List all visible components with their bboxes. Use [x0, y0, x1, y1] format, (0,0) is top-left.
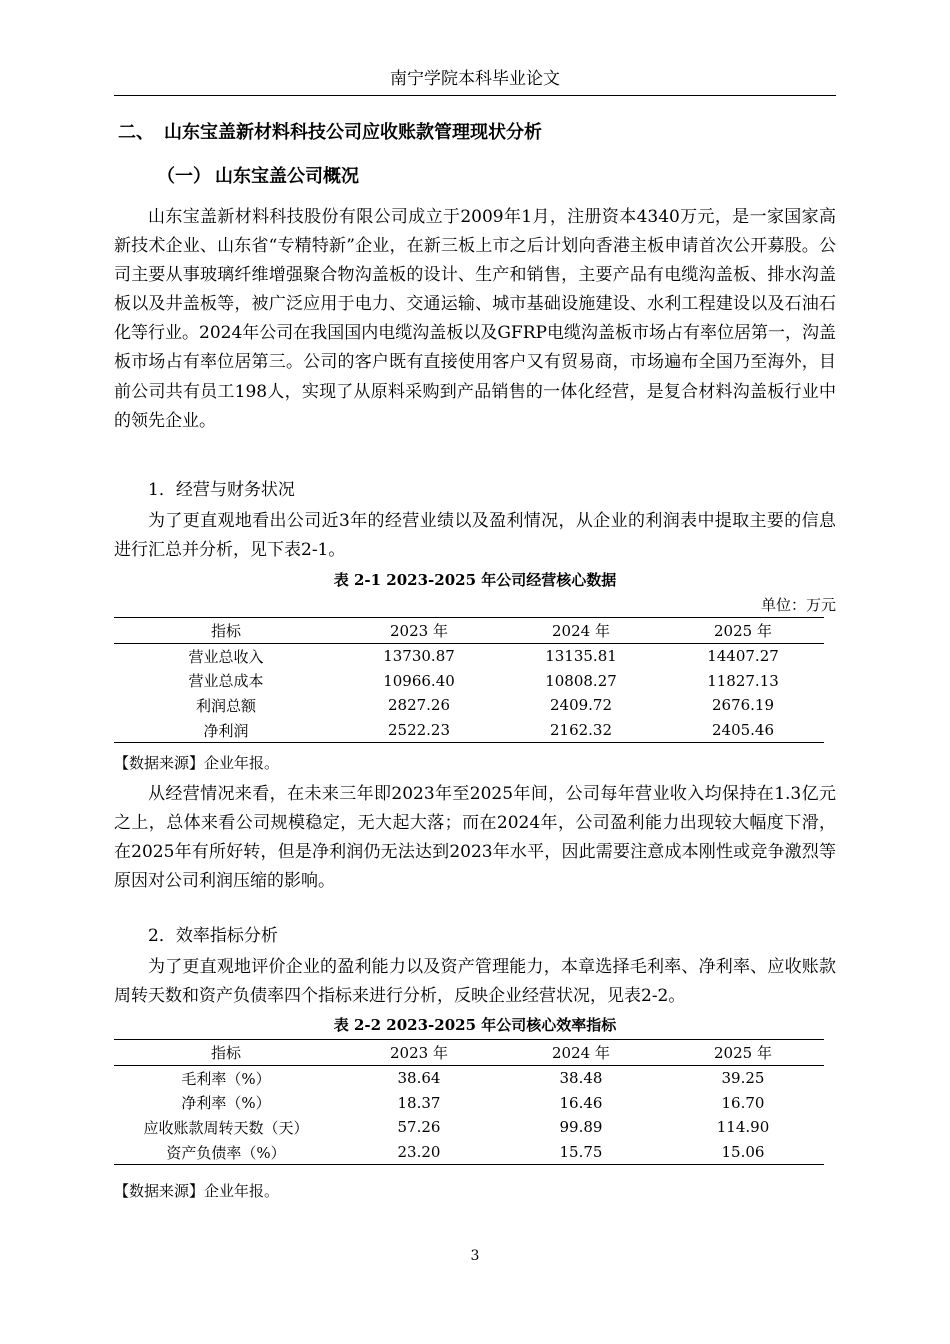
column-header: 2025 年 [662, 1040, 824, 1066]
column-header: 2024 年 [500, 618, 662, 644]
table-cell: 利润总额 [195, 696, 256, 715]
table-cell: 净利润 [114, 718, 338, 743]
column-header: 指标 [114, 618, 338, 644]
section-heading [118, 121, 542, 145]
table-cell: 57.26 [397, 1118, 441, 1137]
table-cell: 2827.26 [387, 696, 451, 715]
table-row [114, 718, 824, 743]
page-number: 3 [470, 1248, 480, 1264]
table-cell: 13730.87 [383, 647, 455, 666]
table-cell: 11827.13 [707, 671, 779, 690]
table-cell: 14407.27 [707, 647, 779, 666]
table-row [114, 643, 824, 668]
table1 [114, 617, 824, 743]
table-cell: 15.75 [500, 1140, 662, 1165]
table2-source-note: 【数据来源】企业年报。 [114, 1182, 280, 1200]
table-row [114, 1140, 824, 1165]
table2-intro-paragraph: 为了更直观地评价企业的盈利能力以及资产管理能力，本章选择毛利率、净利率、应收账款周转天数和资产负债率四个指标来进行分析，反映企业经营状况，见表2-2。 [114, 957, 836, 1007]
table-cell: 2405.46 [662, 718, 824, 743]
table-row [114, 1090, 824, 1115]
table-cell: 营业总收入 [188, 647, 264, 666]
header-divider [114, 95, 836, 96]
table-cell: 2522.23 [338, 718, 500, 743]
operations-analysis-paragraph: 从经营情况来看，在未来三年即2023年至2025年间，公司每年营业收入均保持在1.3亿元之上，总体来看公司规模稳定，无大起大落；而在2024年，公司盈利能力出现较大幅度下滑，在2025年有所好转，但是净利润仍无法达到2023年水平，因此需要注意成本刚性或竞争激烈等原因对公司利润压缩的影响。 [114, 784, 836, 892]
table-cell: 10808.27 [545, 671, 617, 690]
table2-caption: 表 2-2 2023-2025 年公司核心效率指标 [333, 1016, 617, 1034]
table-row [114, 668, 824, 693]
item-heading-operations: 1．经营与财务状况 [148, 480, 295, 500]
table-cell: 2409.72 [549, 696, 613, 715]
column-header: 2023 年 [338, 1040, 500, 1066]
table-cell: 38.64 [397, 1069, 441, 1088]
table-cell: 16.46 [559, 1093, 603, 1112]
table1-source-note: 【数据来源】企业年报。 [114, 754, 280, 772]
table-row [114, 693, 824, 718]
subsection-title: 山东宝盖公司概况 [215, 166, 359, 187]
column-header: 2025 年 [662, 618, 824, 644]
table-cell: 2676.19 [711, 696, 775, 715]
section-number: 二、 [118, 122, 154, 143]
table2 [114, 1039, 824, 1165]
column-header: 2023 年 [338, 618, 500, 644]
section-title: 山东宝盖新材料科技公司应收账款管理现状分析 [164, 122, 542, 143]
column-header: 指标 [114, 1040, 338, 1066]
subsection-heading [157, 165, 359, 189]
table1-unit: 单位：万元 [760, 596, 836, 614]
table1-intro-paragraph: 为了更直观地看出公司近3年的经营业绩以及盈利情况，从企业的利润表中提取主要的信息进行汇总并分析，见下表2-1。 [114, 511, 836, 561]
table-cell: 2162.32 [500, 718, 662, 743]
table-cell: 净利率（%） [181, 1094, 271, 1113]
table-cell: 13135.81 [545, 647, 617, 666]
table1-caption: 表 2-1 2023-2025 年公司经营核心数据 [333, 571, 617, 589]
table-cell: 15.06 [662, 1140, 824, 1165]
table-cell: 16.70 [721, 1093, 765, 1112]
column-header: 2024 年 [500, 1040, 662, 1066]
table-cell: 114.90 [716, 1118, 770, 1137]
intro-paragraph: 山东宝盖新材料科技股份有限公司成立于2009年1月，注册资本4340万元，是一家国家高新技术企业、山东省“专精特新”企业，在新三板上市之后计划向香港主板申请首次公开募股。公司主要从事玻璃纤维增强聚合物沟盖板的设计、生产和销售，主要产品有电缆沟盖板、排水沟盖板以及井盖板等，被广泛应用于电力、交通运输、城市基础设施建设、水利工程建设以及石油石化等行业。2024年公司在我国国内电缆沟盖板以及GFRP电缆沟盖板市场占有率位居第一，沟盖板市场占有率位居第三。公司的客户既有直接使用客户又有贸易商，市场遍布全国乃至海外，目前公司共有员工198人，实现了从原料采购到产品销售的一体化经营，是复合材料沟盖板行业中的领先企业。 [114, 207, 836, 431]
table-cell: 毛利率（%） [181, 1069, 271, 1088]
table-cell: 39.25 [721, 1069, 765, 1088]
table-cell: 99.89 [559, 1118, 603, 1137]
page-header-title: 南宁学院本科毕业论文 [390, 69, 560, 89]
subsection-number: （一） [157, 166, 211, 187]
table-cell: 应收账款周转天数（天） [143, 1118, 309, 1137]
table-cell: 10966.40 [383, 671, 455, 690]
table-header-row [114, 618, 824, 644]
item-heading-efficiency: 2．效率指标分析 [148, 926, 278, 946]
table-cell: 资产负债率（%） [114, 1140, 338, 1165]
table-cell: 18.37 [397, 1093, 441, 1112]
table-cell: 23.20 [338, 1140, 500, 1165]
table-cell: 38.48 [559, 1069, 603, 1088]
table-row [114, 1065, 824, 1090]
table-header-row [114, 1040, 824, 1066]
table-row [114, 1115, 824, 1140]
table-cell: 营业总成本 [188, 672, 264, 691]
